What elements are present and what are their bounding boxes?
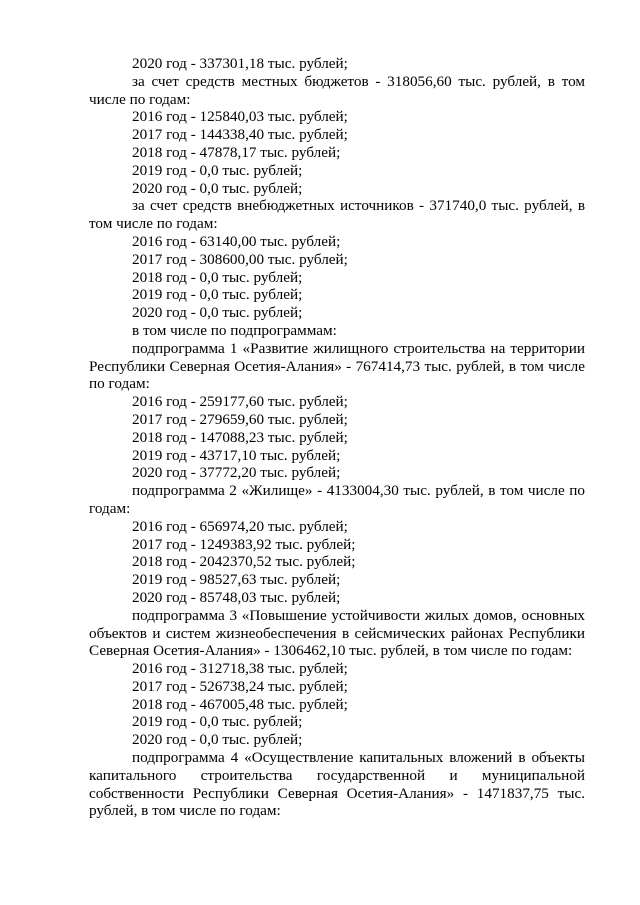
subprogram-2-2016: 2016 год - 656974,20 тыс. рублей; [132, 517, 348, 535]
subprogram-2-2020: 2020 год - 85748,03 тыс. рублей; [132, 588, 341, 606]
local-budget-2017: 2017 год - 144338,40 тыс. рублей; [132, 126, 348, 144]
subprogram-3-2017: 2017 год - 526738,24 тыс. рублей; [132, 677, 348, 695]
subprogram-2-2018: 2018 год - 2042370,52 тыс. рублей; [132, 553, 356, 571]
extra-budget-2020: 2020 год - 0,0 тыс. рублей; [132, 304, 303, 322]
local-budget-paragraph: за счет средств местных бюджетов - 318056,60 тыс. рублей, в том числе по годам: [89, 72, 585, 108]
subprogram-3-2016: 2016 год - 312718,38 тыс. рублей; [132, 660, 348, 678]
extra-budget-2017: 2017 год - 308600,00 тыс. рублей; [132, 250, 348, 268]
subprogram-1-2020: 2020 год - 37772,20 тыс. рублей; [132, 464, 341, 482]
extra-budget-paragraph: за счет средств внебюджетных источников - 371740,0 тыс. рублей, в том числе по годам: [89, 197, 585, 233]
subprogram-1-2017: 2017 год - 279659,60 тыс. рублей; [132, 410, 348, 428]
local-budget-2020: 2020 год - 0,0 тыс. рублей; [132, 179, 303, 197]
subprogram-2-paragraph: подпрограмма 2 «Жилище» - 4133004,30 тыс. рублей, в том числе по годам: [89, 482, 585, 517]
local-budget-2019: 2019 год - 0,0 тыс. рублей; [132, 161, 303, 179]
local-budget-2016: 2016 год - 125840,03 тыс. рублей; [132, 108, 348, 126]
extra-budget-2016: 2016 год - 63140,00 тыс. рублей; [132, 232, 341, 250]
subprograms-heading: в том числе по подпрограммам: [132, 321, 337, 339]
budget-line-2020-regional: 2020 год - 337301,18 тыс. рублей; [132, 55, 348, 72]
subprogram-3-paragraph: подпрограмма 3 «Повышение устойчивости жилых домов, основных объектов и систем жизнеобеспечения в сейсмических районах Республики Северная Осетия-Алания» - 1306462,10 тыс. рублей, в том числе по годам: [89, 606, 585, 660]
extra-budget-2019: 2019 год - 0,0 тыс. рублей; [132, 286, 303, 304]
subprogram-4-paragraph: подпрограмма 4 «Осуществление капитальных вложений в объекты капитального строительства государственной и муниципальной собственности Республики Северная Осетия-Алания» - 1471837,75 тыс. рублей, в том числе по годам: [89, 749, 585, 820]
document-page [89, 55, 585, 820]
subprogram-3-2018: 2018 год - 467005,48 тыс. рублей; [132, 695, 348, 713]
extra-budget-2018: 2018 год - 0,0 тыс. рублей; [132, 268, 303, 286]
subprogram-1-paragraph: подпрограмма 1 «Развитие жилищного строительства на территории Республики Северная Осетия-Алания» - 767414,73 тыс. рублей, в том числе по годам: [89, 339, 585, 393]
subprogram-2-2017: 2017 год - 1249383,92 тыс. рублей; [132, 535, 356, 553]
subprogram-1-2016: 2016 год - 259177,60 тыс. рублей; [132, 393, 348, 411]
subprogram-3-2020: 2020 год - 0,0 тыс. рублей; [132, 731, 303, 749]
subprogram-1-2019: 2019 год - 43717,10 тыс. рублей; [132, 446, 341, 464]
subprogram-1-2018: 2018 год - 147088,23 тыс. рублей; [132, 428, 348, 446]
subprogram-2-2019: 2019 год - 98527,63 тыс. рублей; [132, 571, 341, 589]
subprogram-3-2019: 2019 год - 0,0 тыс. рублей; [132, 713, 303, 731]
local-budget-2018: 2018 год - 47878,17 тыс. рублей; [132, 143, 341, 161]
